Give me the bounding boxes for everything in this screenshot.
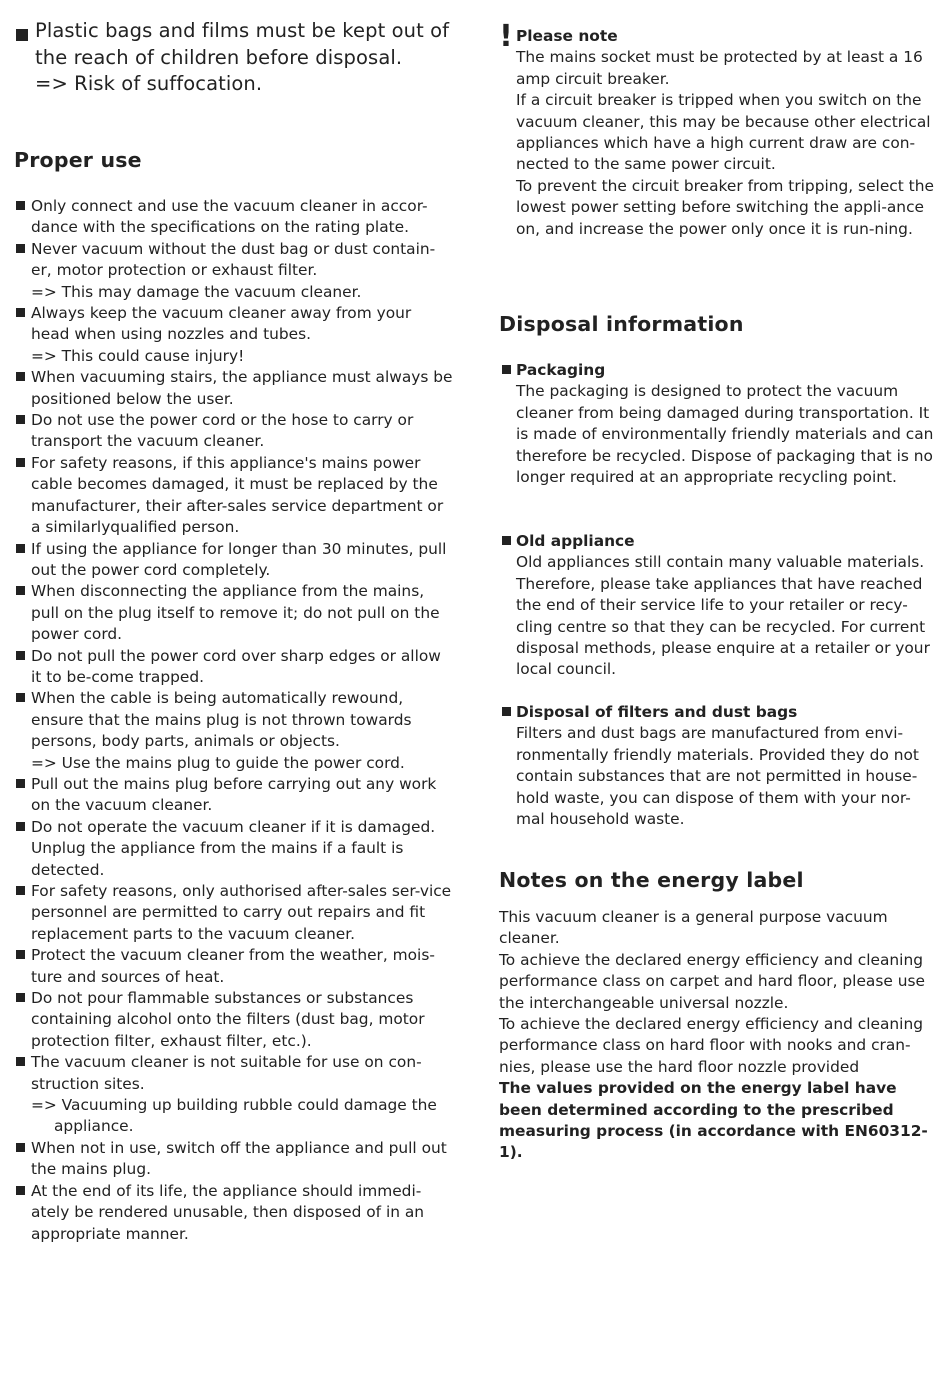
list-item-note: => Vacuuming up building rubble could damage the appliance. — [31, 1096, 437, 1136]
list-item — [14, 988, 454, 1052]
list-item-text: Do not operate the vacuum cleaner if it is damaged. Unplug the appliance from the mains if a fault is detected. — [31, 817, 436, 879]
list-item-text: If using the appliance for longer than 30 minutes, pull out the power cord completely. — [31, 539, 447, 579]
list-item — [14, 303, 454, 367]
list-item — [14, 688, 454, 774]
list-item-text: When disconnecting the appliance from the mains, pull on the plug itself to remove it; do not pull on the power cord. — [31, 582, 440, 644]
list-item — [14, 196, 454, 239]
bullet-square-icon — [16, 693, 25, 702]
list-item-text: Only connect and use the vacuum cleaner in accor-dance with the specifications on the rating plate. — [31, 197, 428, 237]
list-item — [14, 239, 454, 303]
list-item — [14, 410, 454, 453]
please-note-box — [499, 19, 939, 240]
list-item — [14, 367, 454, 410]
heading-disposal-information: Disposal information — [499, 312, 744, 336]
list-item-text: When the cable is being automatically rewound, ensure that the mains plug is not thrown towards persons, body parts, animals or objects. — [31, 689, 412, 751]
bullet-square-icon — [16, 458, 25, 467]
bullet-square-icon — [16, 886, 25, 895]
filters-body: Filters and dust bags are manufactured from envi-ronmentally friendly materials. Provided they do not contain substances that are not permitted in house-hold waste, you can dispose of them with your nor-mal household waste. — [516, 724, 919, 829]
list-item-text: Never vacuum without the dust bag or dust contain-er, motor protection or exhaust filter. — [31, 239, 436, 280]
please-note-p1: The mains socket must be protected by at least a 16 amp circuit breaker. — [516, 48, 923, 88]
bullet-square-icon — [16, 1057, 25, 1066]
bullet-square-icon — [16, 950, 25, 959]
left-column — [14, 18, 454, 1243]
list-item-text: Do not pull the power cord over sharp edges or allow it to be-come trapped. — [31, 646, 441, 686]
packaging-title: Packaging — [516, 361, 606, 379]
disposal-filters-dust-bags — [499, 702, 939, 830]
heading-energy-label: Notes on the energy label — [499, 868, 804, 892]
list-item-text: Protect the vacuum cleaner from the weather, mois-ture and sources of heat. — [31, 946, 435, 986]
list-item — [14, 1181, 454, 1245]
list-item-text: Always keep the vacuum cleaner away from your head when using nozzles and tubes. — [31, 304, 412, 344]
packaging-body: The packaging is designed to protect the vacuum cleaner from being damaged during transportation. It is made of environmentally friendly materials and can therefore be recycled. Dispose of packaging that is no longer required at an appropriate recycling point. — [516, 382, 934, 487]
bullet-square-icon — [502, 707, 511, 716]
please-note-p2: If a circuit breaker is tripped when you switch on the vacuum cleaner, this may be because other electrical appliances which have a high current draw are con-nected to the same power circuit. — [516, 91, 931, 174]
bullet-square-icon — [16, 415, 25, 424]
right-column — [499, 19, 939, 1162]
please-note-p3: To prevent the circuit breaker from tripping, select the lowest power setting before switching the appli-ance on, and increase the power only once it is run-ning. — [516, 176, 934, 238]
bullet-square-icon — [16, 779, 25, 788]
warning-text: Plastic bags and films must be kept out of the reach of children before disposal. — [35, 19, 450, 69]
bullet-square-icon — [16, 822, 25, 831]
list-item-text: Do not pour flammable substances or substances containing alcohol onto the filters (dust bag, motor protection filter, exhaust filter, etc.). — [31, 989, 425, 1050]
list-item-note: => Use the mains plug to guide the power cord. — [31, 753, 405, 772]
list-item — [14, 881, 454, 945]
list-item — [14, 1138, 454, 1181]
list-item — [14, 945, 454, 988]
energy-p1: This vacuum cleaner is a general purpose vacuum cleaner. — [499, 908, 888, 948]
filters-title: Disposal of filters and dust bags — [516, 703, 798, 721]
list-item — [14, 774, 454, 817]
list-item-note: => This could cause injury! — [31, 346, 245, 365]
heading-proper-use: Proper use — [14, 148, 142, 172]
list-item — [14, 1052, 454, 1138]
disposal-packaging — [499, 360, 939, 488]
bullet-square-icon — [502, 365, 511, 374]
proper-use-list — [14, 196, 454, 1245]
list-item-text: Pull out the mains plug before carrying out any work on the vacuum cleaner. — [31, 774, 437, 815]
list-item-text: The vacuum cleaner is not suitable for use on con-struction sites. — [31, 1053, 422, 1093]
list-item-text: When not in use, switch off the appliance and pull out the mains plug. — [31, 1138, 447, 1179]
list-item — [14, 581, 454, 645]
list-item — [14, 453, 454, 539]
old-appliance-title: Old appliance — [516, 532, 635, 550]
bullet-square-icon — [16, 586, 25, 595]
list-item-text: For safety reasons, only authorised after-sales ser-vice personnel are permitted to carry out repairs and fit replacement parts to the vacuum cleaner. — [31, 882, 452, 943]
bullet-square-icon — [16, 201, 25, 210]
exclamation-icon: ! — [499, 19, 513, 54]
energy-p3: To achieve the declared energy efficiency and cleaning performance class on hard floor with nooks and cran-nies, please use the hard floor nozzle provided — [499, 1015, 923, 1076]
list-item — [14, 817, 454, 881]
warning-consequence: => Risk of suffocation. — [35, 72, 263, 95]
bullet-square-icon — [502, 536, 511, 545]
bullet-square-icon — [16, 372, 25, 381]
list-item-text: Do not use the power cord or the hose to carry or transport the vacuum cleaner. — [31, 411, 414, 451]
disposal-old-appliance — [499, 531, 939, 681]
please-note-title: Please note — [516, 27, 618, 45]
bullet-square-icon — [16, 1186, 25, 1195]
bullet-square-icon — [16, 993, 25, 1002]
list-item — [14, 646, 454, 689]
bullet-square-icon — [16, 308, 25, 317]
energy-p4-bold: The values provided on the energy label have been determined according to the prescribed measuring process (in accordance with EN60312-1). — [499, 1079, 928, 1162]
energy-p2: To achieve the declared energy efficiency and cleaning performance class on carpet and hard floor, please use the interchangeable universal nozzle. — [499, 950, 925, 1012]
list-item-note: => This may damage the vacuum cleaner. — [31, 282, 362, 301]
bullet-square-icon — [16, 1143, 25, 1152]
bullet-square-icon — [16, 544, 25, 553]
bullet-square-icon — [16, 29, 28, 41]
list-item-text: For safety reasons, if this appliance's mains power cable becomes damaged, it must be replaced by the manufacturer, their after-sales service department or a similarlyqualified person. — [31, 453, 444, 537]
suffocation-warning — [14, 18, 454, 98]
list-item-text: At the end of its life, the appliance should immedi-ately be rendered unusable, then disposed of in an appropriate manner. — [31, 1181, 425, 1243]
list-item-text: When vacuuming stairs, the appliance must always be positioned below the user. — [31, 368, 453, 408]
bullet-square-icon — [16, 244, 25, 253]
old-appliance-body: Old appliances still contain many valuable materials. Therefore, please take appliances that have reached the end of their service life to your retailer or recy-cling centre so that they can be recycled. For current disposal methods, please enquire at a retailer or your local council. — [516, 553, 930, 679]
energy-label-notes — [499, 907, 939, 1164]
list-item — [14, 539, 454, 582]
bullet-square-icon — [16, 651, 25, 660]
